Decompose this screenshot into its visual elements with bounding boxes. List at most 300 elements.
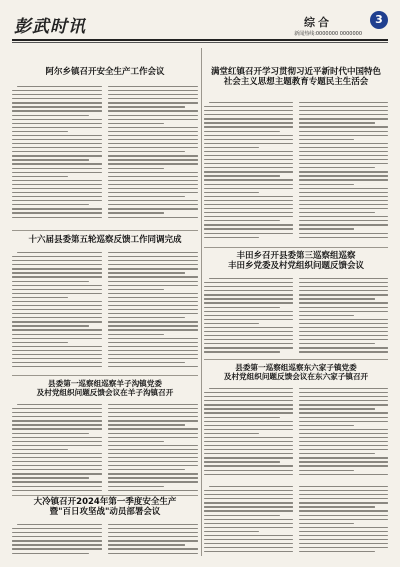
text-line xyxy=(299,163,388,164)
newspaper-page xyxy=(12,10,388,558)
text-line xyxy=(108,159,198,160)
text-line xyxy=(204,302,293,303)
text-line xyxy=(12,457,102,458)
text-line xyxy=(299,143,388,144)
masthead-rule-thin xyxy=(12,42,388,43)
text-line xyxy=(12,416,102,417)
headline-line: 及村党组织问题反馈会议在东六家子镇召开 xyxy=(223,371,369,381)
text-line xyxy=(108,155,198,156)
text-line xyxy=(12,94,102,95)
text-line xyxy=(299,139,354,140)
text-line xyxy=(204,147,259,148)
text-line xyxy=(12,449,68,450)
headline xyxy=(12,380,198,397)
headline-line: 十六届县委第五轮巡察反馈工作同调完成 xyxy=(28,235,182,245)
text-line xyxy=(204,474,293,475)
section-divider xyxy=(12,495,198,496)
text-column xyxy=(12,252,102,370)
text-line xyxy=(12,437,102,438)
text-line xyxy=(299,175,388,176)
text-line xyxy=(108,260,198,261)
text-line xyxy=(108,477,198,478)
text-line xyxy=(204,126,293,127)
text-line xyxy=(108,424,185,425)
text-line xyxy=(108,188,198,189)
text-line xyxy=(204,523,293,524)
text-line xyxy=(299,547,388,548)
text-line xyxy=(299,433,388,434)
masthead xyxy=(12,10,388,40)
headline xyxy=(12,236,198,246)
text-line xyxy=(12,184,102,185)
text-line xyxy=(204,441,293,442)
text-line xyxy=(12,289,102,290)
text-line xyxy=(108,553,198,554)
text-column xyxy=(12,524,102,557)
text-line xyxy=(108,123,164,124)
text-column xyxy=(204,278,293,355)
text-line xyxy=(108,180,198,181)
text-line xyxy=(204,404,293,405)
page-number-badge: 3 xyxy=(370,11,388,29)
text-line xyxy=(204,519,293,520)
text-line xyxy=(204,437,293,438)
text-line xyxy=(12,473,102,474)
headline xyxy=(12,68,198,78)
text-line xyxy=(12,260,102,261)
text-line xyxy=(12,334,102,335)
text-line xyxy=(299,388,388,389)
text-line xyxy=(108,358,198,359)
text-line xyxy=(299,302,388,303)
text-line xyxy=(204,106,293,107)
text-line xyxy=(12,147,102,148)
text-line xyxy=(108,276,198,277)
text-line xyxy=(204,425,293,426)
text-line xyxy=(299,527,388,528)
text-line xyxy=(299,429,388,430)
text-line xyxy=(12,139,102,140)
text-line xyxy=(108,532,198,533)
article-2 xyxy=(204,46,388,246)
text-line xyxy=(12,106,102,107)
text-line xyxy=(108,536,198,537)
text-line xyxy=(12,90,102,91)
text-line xyxy=(299,523,354,524)
text-line xyxy=(108,404,198,405)
text-line xyxy=(204,311,293,312)
text-line xyxy=(108,176,198,177)
text-line xyxy=(12,420,102,421)
text-line xyxy=(12,433,89,434)
text-line xyxy=(108,528,198,529)
text-line xyxy=(204,188,293,189)
text-line xyxy=(299,486,388,487)
text-line xyxy=(108,115,198,116)
text-line xyxy=(12,441,102,442)
text-line xyxy=(108,106,185,107)
text-line xyxy=(12,208,102,209)
text-column xyxy=(299,102,388,241)
text-line xyxy=(299,474,388,475)
article-1 xyxy=(12,46,198,226)
text-line xyxy=(299,106,388,107)
text-column xyxy=(299,278,388,355)
text-line xyxy=(12,329,102,330)
text-line xyxy=(108,102,198,103)
text-line xyxy=(204,490,293,491)
text-line xyxy=(108,272,185,273)
text-line xyxy=(299,392,388,393)
text-line xyxy=(299,449,388,450)
article-6 xyxy=(204,362,388,482)
text-line xyxy=(299,543,388,544)
text-line xyxy=(12,354,102,355)
text-line xyxy=(204,327,293,328)
section-divider xyxy=(204,247,388,248)
text-line xyxy=(12,325,89,326)
text-line xyxy=(12,461,102,462)
text-line xyxy=(204,184,293,185)
text-line xyxy=(12,131,68,132)
column-divider xyxy=(201,48,202,556)
text-line xyxy=(204,212,293,213)
text-line xyxy=(108,217,198,218)
text-line xyxy=(204,412,293,413)
text-line xyxy=(12,98,102,99)
text-line xyxy=(204,506,293,507)
text-line xyxy=(204,298,293,299)
text-line xyxy=(299,294,388,295)
text-line xyxy=(108,437,198,438)
text-line xyxy=(299,421,388,422)
text-line xyxy=(12,338,102,339)
text-line xyxy=(204,228,293,229)
text-line xyxy=(108,540,198,541)
text-line xyxy=(299,396,388,397)
text-line xyxy=(299,224,388,225)
text-line xyxy=(204,220,280,221)
text-line xyxy=(299,465,388,466)
text-line xyxy=(299,311,388,312)
text-line xyxy=(108,163,198,164)
text-line xyxy=(12,135,102,136)
text-line xyxy=(299,327,388,328)
text-line xyxy=(108,408,198,409)
text-line xyxy=(108,313,198,314)
text-line xyxy=(299,510,388,511)
text-line xyxy=(204,531,259,532)
text-line xyxy=(108,490,198,491)
text-line xyxy=(299,135,388,136)
text-line xyxy=(108,94,198,95)
text-line xyxy=(12,362,102,363)
text-line xyxy=(12,469,102,470)
text-line xyxy=(299,417,388,418)
text-line xyxy=(108,289,164,290)
text-line xyxy=(204,400,293,401)
text-line xyxy=(108,350,198,351)
text-line xyxy=(299,220,388,221)
text-line xyxy=(299,335,388,336)
text-line xyxy=(108,334,164,335)
text-line xyxy=(12,180,102,181)
text-line xyxy=(108,281,198,282)
text-line xyxy=(204,351,280,352)
text-line xyxy=(204,502,293,503)
headline-line: 满堂红镇召开学习贯彻习近平新时代中国特色 xyxy=(210,67,381,77)
text-line xyxy=(204,118,293,119)
text-line xyxy=(204,143,293,144)
text-line xyxy=(299,188,388,189)
text-line xyxy=(12,297,68,298)
text-line xyxy=(12,256,102,257)
text-line xyxy=(204,208,293,209)
article-body xyxy=(204,486,388,558)
text-column xyxy=(108,86,198,221)
text-line xyxy=(299,441,388,442)
text-line xyxy=(108,441,164,442)
text-line xyxy=(299,208,388,209)
text-line xyxy=(12,123,102,124)
text-line xyxy=(204,465,293,466)
text-line xyxy=(204,233,293,234)
text-line xyxy=(12,317,102,318)
text-line xyxy=(299,159,388,160)
text-line xyxy=(12,424,102,425)
text-column xyxy=(12,404,102,494)
text-line xyxy=(108,204,198,205)
text-line xyxy=(204,343,293,344)
text-line xyxy=(108,200,198,201)
text-line xyxy=(204,457,293,458)
text-line xyxy=(108,453,198,454)
text-line xyxy=(204,237,259,238)
text-line xyxy=(108,192,198,193)
section-label: 综合 xyxy=(304,16,332,29)
text-line xyxy=(299,196,388,197)
text-line xyxy=(299,200,388,201)
text-line xyxy=(108,544,185,545)
text-line xyxy=(204,429,293,430)
text-line xyxy=(108,293,198,294)
text-line xyxy=(299,404,388,405)
text-line xyxy=(204,408,293,409)
text-line xyxy=(108,110,198,111)
text-line xyxy=(108,473,198,474)
text-line xyxy=(12,151,102,152)
text-line xyxy=(299,506,375,507)
text-line xyxy=(204,122,293,123)
text-line xyxy=(12,553,89,554)
text-line xyxy=(12,281,89,282)
text-line xyxy=(12,204,89,205)
text-line xyxy=(299,400,388,401)
headline-line: 丰田乡召开县委第三巡察组巡察 xyxy=(236,251,356,261)
headline xyxy=(12,498,198,518)
section-divider xyxy=(204,359,388,360)
text-line xyxy=(108,127,198,128)
masthead-rule xyxy=(12,39,388,41)
text-line xyxy=(299,131,388,132)
text-line xyxy=(108,445,198,446)
text-line xyxy=(12,486,102,487)
text-line xyxy=(17,524,102,525)
text-line xyxy=(204,417,280,418)
text-line xyxy=(204,282,293,283)
text-line xyxy=(108,342,198,343)
text-line xyxy=(108,465,198,466)
text-line xyxy=(204,286,293,287)
article-body xyxy=(204,278,388,358)
text-line xyxy=(204,461,280,462)
text-line xyxy=(204,224,293,225)
text-line xyxy=(12,305,102,306)
text-line xyxy=(12,143,102,144)
text-line xyxy=(299,331,388,332)
masthead-meta: 新闻热线:0000000 0000000 xyxy=(294,31,362,37)
text-line xyxy=(12,200,102,201)
text-line xyxy=(17,404,102,405)
text-line xyxy=(299,461,388,462)
text-line xyxy=(204,167,293,168)
text-line xyxy=(108,362,185,363)
text-line xyxy=(209,388,293,389)
text-line xyxy=(12,428,102,429)
text-column xyxy=(12,86,102,221)
text-line xyxy=(108,256,198,257)
text-line xyxy=(108,90,198,91)
text-line xyxy=(12,481,102,482)
text-line xyxy=(204,315,293,316)
text-line xyxy=(12,212,102,213)
text-line xyxy=(204,175,280,176)
text-line xyxy=(108,486,164,487)
article-body xyxy=(204,102,388,246)
text-line xyxy=(299,519,388,520)
text-line xyxy=(299,412,388,413)
text-line xyxy=(299,278,388,279)
text-line xyxy=(204,151,293,152)
text-line xyxy=(299,498,388,499)
text-line xyxy=(204,539,293,540)
text-line xyxy=(12,366,102,367)
text-line xyxy=(108,420,198,421)
text-line xyxy=(204,179,293,180)
article-body xyxy=(12,404,198,496)
article-body xyxy=(12,86,198,226)
text-line xyxy=(108,548,198,549)
text-line xyxy=(299,319,388,320)
text-line xyxy=(299,515,388,516)
text-line xyxy=(12,544,102,545)
text-line xyxy=(204,307,280,308)
text-line xyxy=(108,212,164,213)
text-line xyxy=(108,184,198,185)
text-line xyxy=(108,131,198,132)
text-line xyxy=(108,119,198,120)
text-line xyxy=(12,119,102,120)
text-line xyxy=(12,264,102,265)
text-line xyxy=(12,350,102,351)
text-line xyxy=(108,301,198,302)
text-line xyxy=(299,155,388,156)
text-line xyxy=(108,412,198,413)
text-line xyxy=(204,449,293,450)
text-line xyxy=(108,416,198,417)
text-line xyxy=(299,216,388,217)
text-line xyxy=(299,535,388,536)
text-line xyxy=(204,110,293,111)
text-line xyxy=(204,331,293,332)
article-7 xyxy=(12,498,198,558)
headline-line: 暨"百日攻坚战"动员部署会议 xyxy=(49,506,161,517)
text-line xyxy=(299,212,375,213)
text-line xyxy=(204,135,293,136)
article-body xyxy=(12,524,198,558)
text-line xyxy=(204,323,259,324)
text-line xyxy=(108,449,198,450)
text-line xyxy=(108,285,198,286)
text-line xyxy=(204,335,293,336)
text-column xyxy=(204,388,293,478)
article-5 xyxy=(12,378,198,496)
text-line xyxy=(12,346,102,347)
text-line xyxy=(108,346,198,347)
text-line xyxy=(12,276,102,277)
text-line xyxy=(12,536,102,537)
text-line xyxy=(299,307,388,308)
text-line xyxy=(108,305,198,306)
text-line xyxy=(299,315,354,316)
text-line xyxy=(204,294,293,295)
text-line xyxy=(204,216,293,217)
text-line xyxy=(12,192,102,193)
text-column xyxy=(299,388,388,478)
text-line xyxy=(299,228,354,229)
text-line xyxy=(108,268,198,269)
text-line xyxy=(299,494,388,495)
text-line xyxy=(204,470,293,471)
text-line xyxy=(12,301,102,302)
text-line xyxy=(204,139,293,140)
text-line xyxy=(204,527,293,528)
text-line xyxy=(12,268,102,269)
text-line xyxy=(108,196,185,197)
text-line xyxy=(299,151,388,152)
text-line xyxy=(204,421,293,422)
text-line xyxy=(204,196,293,197)
text-line xyxy=(204,339,293,340)
text-line xyxy=(299,110,388,111)
text-line xyxy=(299,457,388,458)
text-line xyxy=(204,547,293,548)
text-line xyxy=(204,290,293,291)
text-line xyxy=(108,481,198,482)
text-line xyxy=(12,285,102,286)
article-4 xyxy=(204,250,388,358)
article-6-continued xyxy=(204,486,388,558)
text-line xyxy=(12,528,102,529)
text-line xyxy=(299,233,388,234)
text-line xyxy=(12,188,102,189)
text-line xyxy=(204,515,280,516)
text-line xyxy=(12,477,89,478)
text-line xyxy=(299,502,388,503)
text-line xyxy=(12,272,102,273)
text-line xyxy=(299,343,375,344)
text-line xyxy=(12,465,102,466)
